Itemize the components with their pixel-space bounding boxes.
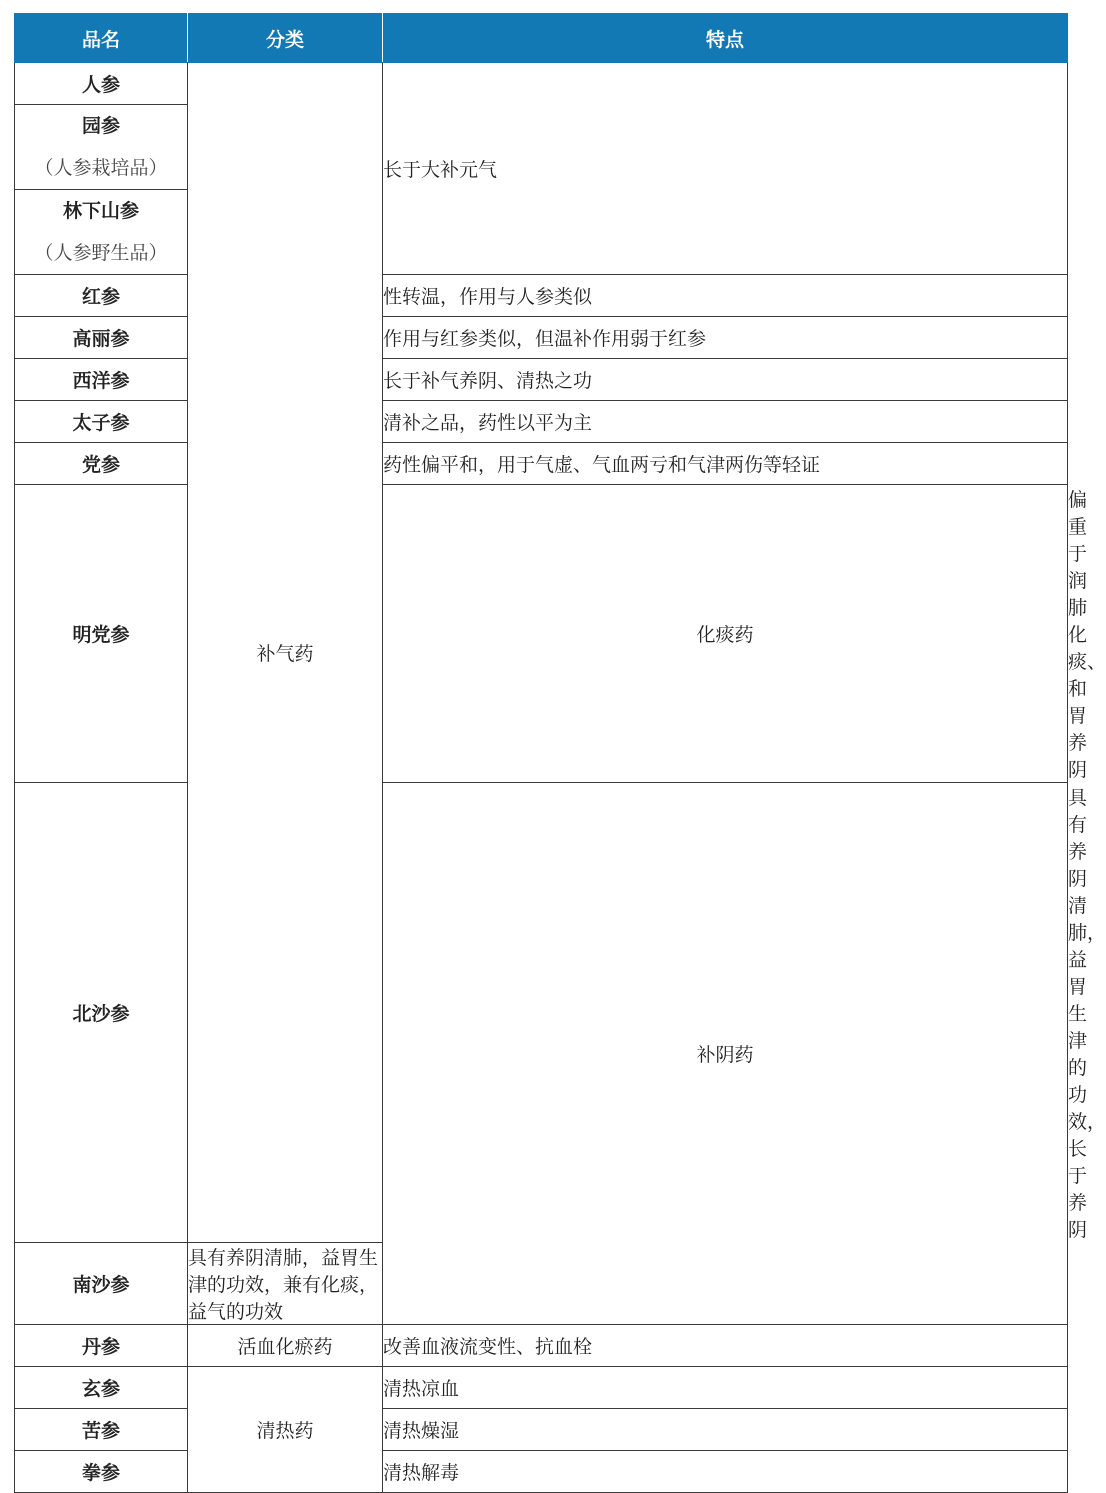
table-row: 北沙参 补阴药 具有养阴清肺，益胃生津的功效，长于养阴 — [15, 783, 1068, 1243]
feature-cell: 药性偏平和，用于气虚、气血两亏和气津两伤等轻证 — [383, 443, 1068, 485]
table-row — [15, 1367, 1068, 1409]
feature-cell: 长于大补元气 — [383, 63, 1068, 275]
herb-name: 党参 — [15, 443, 188, 485]
herb-name: 玄参 — [15, 1367, 188, 1409]
herb-name: 苦参 — [15, 1409, 188, 1451]
herb-name: 高丽参 — [15, 317, 188, 359]
herb-name: 园参 — [81, 115, 120, 137]
category-cell: 化痰药 — [383, 485, 1068, 783]
feature-cell: 清补之品，药性以平为主 — [383, 401, 1068, 443]
category-cell: 清热药 — [188, 1367, 383, 1493]
feature-cell: 清热解毒 — [383, 1451, 1068, 1493]
table-row — [15, 1451, 1068, 1493]
herb-name: 林下山参 — [62, 200, 139, 222]
table-row — [15, 1325, 1068, 1367]
herb-name: 红参 — [15, 275, 188, 317]
feature-cell: 长于补气养阴、清热之功 — [383, 359, 1068, 401]
feature-cell: 具有养阴清肺，益胃生津的功效，兼有化痰，益气的功效 — [188, 1243, 383, 1325]
feature-cell: 改善血液流变性、抗血栓 — [383, 1325, 1068, 1367]
herb-name-cell — [15, 190, 188, 275]
category-cell: 补阴药 — [383, 783, 1068, 1325]
table-row — [15, 401, 1068, 443]
category-cell: 补气药 — [188, 63, 383, 1243]
feature-cell: 性转温，作用与人参类似 — [383, 275, 1068, 317]
herb-name: 北沙参 — [15, 783, 188, 1243]
category-cell: 活血化瘀药 — [188, 1325, 383, 1367]
herb-name: 南沙参 — [15, 1243, 188, 1325]
herb-comparison-table — [14, 13, 1106, 1493]
table-row — [15, 317, 1068, 359]
header-feature: 特点 — [383, 14, 1068, 63]
herb-name: 西洋参 — [15, 359, 188, 401]
table-row — [15, 443, 1068, 485]
table-row — [15, 1409, 1068, 1451]
herb-name: 人参 — [15, 63, 188, 105]
table-row — [15, 275, 1068, 317]
herb-name: 丹参 — [15, 1325, 188, 1367]
feature-cell: 作用与红参类似，但温补作用弱于红参 — [383, 317, 1068, 359]
herb-name: 明党参 — [15, 485, 188, 783]
header-category: 分类 — [188, 14, 383, 63]
herb-name: 拳参 — [15, 1451, 188, 1493]
table-row: 明党参 化痰药 偏重于润肺化痰、和胃养阴 — [15, 485, 1068, 783]
feature-cell: 清热燥湿 — [383, 1409, 1068, 1451]
table-header-row — [15, 14, 1068, 63]
herb-name-cell — [15, 105, 188, 190]
herb-name: 太子参 — [15, 401, 188, 443]
herb-name-note: （人参野生品） — [34, 242, 168, 264]
table-row — [15, 359, 1068, 401]
herb-name-note: （人参栽培品） — [34, 157, 168, 179]
header-name: 品名 — [15, 14, 188, 63]
feature-cell: 清热凉血 — [383, 1367, 1068, 1409]
table-row — [15, 63, 1068, 105]
